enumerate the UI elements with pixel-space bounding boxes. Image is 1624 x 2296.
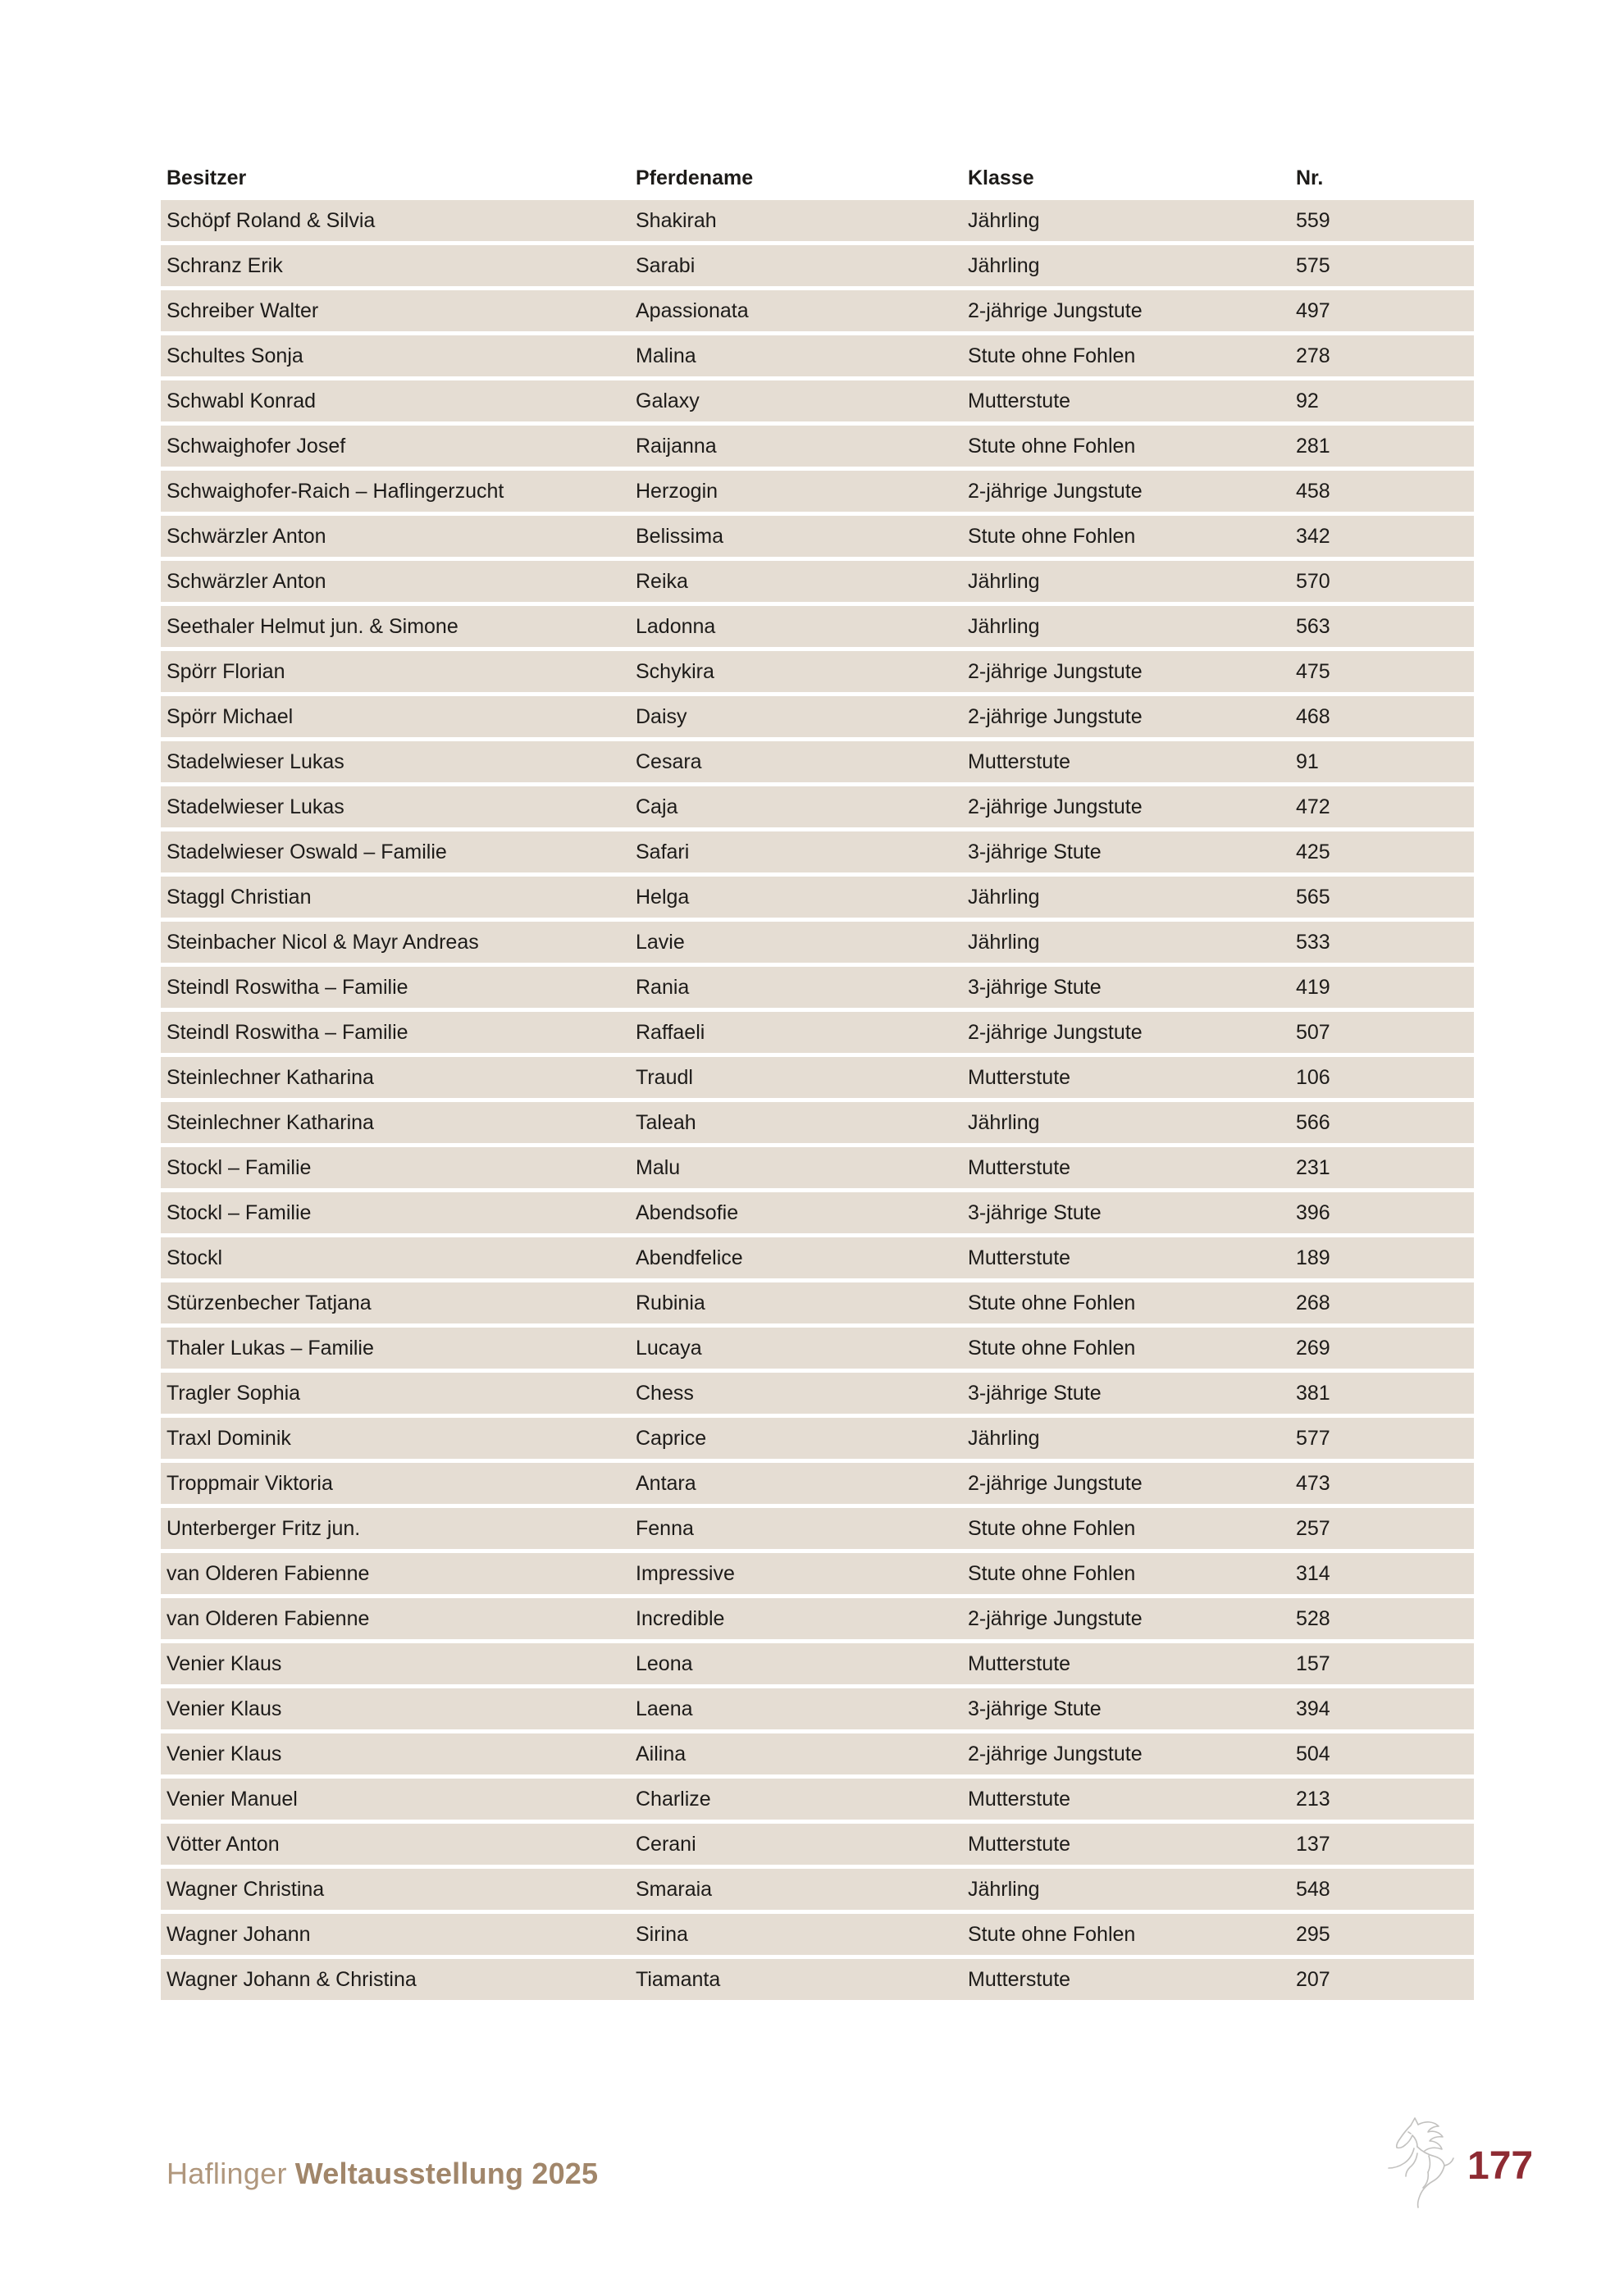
cell-nr: 577 xyxy=(1296,1426,1330,1450)
cell-nr: 468 xyxy=(1296,704,1330,728)
cell-pferdename: Shakirah xyxy=(636,208,717,232)
cell-besitzer: Wagner Christina xyxy=(167,1877,325,1901)
footer-brand-bold: Weltausstellung 2025 xyxy=(294,2157,599,2190)
cell-pferdename: Belissima xyxy=(636,524,723,548)
cell-besitzer: Schultes Sonja xyxy=(167,344,303,367)
cell-besitzer: Stadelwieser Lukas xyxy=(167,795,344,818)
cell-besitzer: Stadelwieser Oswald – Familie xyxy=(167,840,447,863)
cell-klasse: Mutterstute xyxy=(968,1065,1071,1089)
cell-besitzer: Tragler Sophia xyxy=(167,1381,301,1405)
cell-pferdename: Ladonna xyxy=(636,614,716,638)
cell-pferdename: Cesara xyxy=(636,749,702,773)
cell-pferdename: Cerani xyxy=(636,1832,696,1856)
table-row xyxy=(161,1869,1474,1910)
cell-pferdename: Leona xyxy=(636,1651,693,1675)
cell-klasse: 3-jährige Stute xyxy=(968,975,1102,999)
cell-pferdename: Schykira xyxy=(636,659,714,683)
cell-klasse: 2-jährige Jungstute xyxy=(968,298,1143,322)
cell-pferdename: Malina xyxy=(636,344,696,367)
table-row xyxy=(161,471,1474,512)
table-row xyxy=(161,1192,1474,1233)
table-row xyxy=(161,1373,1474,1414)
cell-nr: 563 xyxy=(1296,614,1330,638)
cell-besitzer: Wagner Johann & Christina xyxy=(167,1967,417,1991)
cell-besitzer: Thaler Lukas – Familie xyxy=(167,1336,374,1360)
cell-besitzer: Steindl Roswitha – Familie xyxy=(167,1020,408,1044)
cell-pferdename: Abendfelice xyxy=(636,1246,743,1269)
cell-pferdename: Tiamanta xyxy=(636,1967,721,1991)
cell-besitzer: Schöpf Roland & Silvia xyxy=(167,208,376,232)
table-row xyxy=(161,561,1474,602)
cell-nr: 257 xyxy=(1296,1516,1330,1540)
cell-nr: 207 xyxy=(1296,1967,1330,1991)
table-row xyxy=(161,786,1474,827)
cell-nr: 231 xyxy=(1296,1155,1330,1179)
cell-nr: 268 xyxy=(1296,1291,1330,1314)
cell-nr: 295 xyxy=(1296,1922,1330,1946)
cell-besitzer: Venier Manuel xyxy=(167,1787,298,1811)
cell-pferdename: Smaraia xyxy=(636,1877,713,1901)
header-cell-pferdename: Pferdename xyxy=(636,166,754,189)
cell-besitzer: Troppmair Viktoria xyxy=(167,1471,333,1495)
table-row xyxy=(161,696,1474,737)
cell-pferdename: Laena xyxy=(636,1697,693,1720)
cell-pferdename: Galaxy xyxy=(636,389,700,412)
cell-nr: 213 xyxy=(1296,1787,1330,1811)
cell-klasse: Stute ohne Fohlen xyxy=(968,434,1136,458)
cell-pferdename: Safari xyxy=(636,840,690,863)
cell-klasse: 3-jährige Stute xyxy=(968,1381,1102,1405)
cell-pferdename: Herzogin xyxy=(636,479,718,503)
cell-klasse: Mutterstute xyxy=(968,1787,1071,1811)
cell-klasse: 2-jährige Jungstute xyxy=(968,1742,1143,1765)
cell-klasse: Jährling xyxy=(968,208,1040,232)
cell-klasse: Stute ohne Fohlen xyxy=(968,1516,1136,1540)
table-row xyxy=(161,606,1474,647)
cell-besitzer: Stockl – Familie xyxy=(167,1155,312,1179)
cell-pferdename: Antara xyxy=(636,1471,696,1495)
cell-besitzer: Venier Klaus xyxy=(167,1651,282,1675)
cell-nr: 504 xyxy=(1296,1742,1330,1765)
cell-besitzer: Schwaighofer-Raich – Haflingerzucht xyxy=(167,479,504,503)
cell-nr: 497 xyxy=(1296,298,1330,322)
table-row xyxy=(161,651,1474,692)
cell-klasse: 3-jährige Stute xyxy=(968,1200,1102,1224)
cell-besitzer: Wagner Johann xyxy=(167,1922,311,1946)
cell-besitzer: Spörr Florian xyxy=(167,659,285,683)
cell-besitzer: Steindl Roswitha – Familie xyxy=(167,975,408,999)
cell-klasse: Jährling xyxy=(968,1110,1040,1134)
cell-klasse: Jährling xyxy=(968,930,1040,954)
table-row xyxy=(161,1282,1474,1323)
cell-besitzer: Traxl Dominik xyxy=(167,1426,291,1450)
cell-besitzer: Staggl Christian xyxy=(167,885,312,909)
cell-nr: 137 xyxy=(1296,1832,1330,1856)
cell-pferdename: Lucaya xyxy=(636,1336,702,1360)
cell-nr: 570 xyxy=(1296,569,1330,593)
cell-besitzer: Vötter Anton xyxy=(167,1832,280,1856)
cell-besitzer: Schwaighofer Josef xyxy=(167,434,346,458)
cell-klasse: Mutterstute xyxy=(968,1967,1071,1991)
cell-klasse: Jährling xyxy=(968,253,1040,277)
table-row xyxy=(161,831,1474,872)
cell-pferdename: Fenna xyxy=(636,1516,694,1540)
table-row xyxy=(161,1418,1474,1459)
cell-klasse: Stute ohne Fohlen xyxy=(968,1922,1136,1946)
cell-nr: 342 xyxy=(1296,524,1330,548)
cell-besitzer: Stockl xyxy=(167,1246,223,1269)
cell-klasse: 2-jährige Jungstute xyxy=(968,1471,1143,1495)
cell-besitzer: Schwärzler Anton xyxy=(167,524,326,548)
table-row xyxy=(161,877,1474,918)
cell-pferdename: Rania xyxy=(636,975,690,999)
cell-klasse: Mutterstute xyxy=(968,1246,1071,1269)
cell-nr: 106 xyxy=(1296,1065,1330,1089)
cell-pferdename: Taleah xyxy=(636,1110,696,1134)
cell-besitzer: Seethaler Helmut jun. & Simone xyxy=(167,614,458,638)
cell-pferdename: Sirina xyxy=(636,1922,688,1946)
cell-pferdename: Helga xyxy=(636,885,690,909)
cell-klasse: Stute ohne Fohlen xyxy=(968,1291,1136,1314)
table-row xyxy=(161,1914,1474,1955)
table-row xyxy=(161,741,1474,782)
cell-nr: 575 xyxy=(1296,253,1330,277)
cell-nr: 533 xyxy=(1296,930,1330,954)
cell-nr: 396 xyxy=(1296,1200,1330,1224)
cell-besitzer: Steinbacher Nicol & Mayr Andreas xyxy=(167,930,479,954)
table-row xyxy=(161,1553,1474,1594)
page-number: 177 xyxy=(1467,2144,1534,2188)
cell-besitzer: van Olderen Fabienne xyxy=(167,1606,370,1630)
cell-nr: 189 xyxy=(1296,1246,1330,1269)
cell-klasse: Jährling xyxy=(968,614,1040,638)
cell-klasse: Jährling xyxy=(968,885,1040,909)
cell-nr: 458 xyxy=(1296,479,1330,503)
cell-pferdename: Apassionata xyxy=(636,298,749,322)
cell-nr: 425 xyxy=(1296,840,1330,863)
cell-nr: 559 xyxy=(1296,208,1330,232)
cell-klasse: Stute ohne Fohlen xyxy=(968,524,1136,548)
cell-nr: 394 xyxy=(1296,1697,1330,1720)
horse-sketch-icon xyxy=(1386,2116,1465,2209)
cell-nr: 281 xyxy=(1296,434,1330,458)
header-cell-besitzer: Besitzer xyxy=(167,166,247,189)
footer-brand-light: Haflinger xyxy=(167,2157,287,2190)
cell-nr: 91 xyxy=(1296,749,1319,773)
cell-klasse: 2-jährige Jungstute xyxy=(968,1020,1143,1044)
cell-nr: 548 xyxy=(1296,1877,1330,1901)
header-cell-nr: Nr. xyxy=(1296,166,1324,189)
table-row xyxy=(161,245,1474,286)
table-row xyxy=(161,426,1474,467)
cell-klasse: 2-jährige Jungstute xyxy=(968,795,1143,818)
cell-pferdename: Ailina xyxy=(636,1742,687,1765)
cell-pferdename: Raffaeli xyxy=(636,1020,705,1044)
cell-klasse: Mutterstute xyxy=(968,389,1071,412)
cell-nr: 472 xyxy=(1296,795,1330,818)
cell-besitzer: Stadelwieser Lukas xyxy=(167,749,344,773)
footer-brand xyxy=(167,2157,598,2191)
cell-pferdename: Reika xyxy=(636,569,688,593)
cell-klasse: Jährling xyxy=(968,1877,1040,1901)
table-row xyxy=(161,1237,1474,1278)
cell-besitzer: Steinlechner Katharina xyxy=(167,1065,374,1089)
cell-pferdename: Sarabi xyxy=(636,253,696,277)
cell-besitzer: Schreiber Walter xyxy=(167,298,319,322)
cell-nr: 92 xyxy=(1296,389,1319,412)
table-row xyxy=(161,290,1474,331)
cell-besitzer: Schwärzler Anton xyxy=(167,569,326,593)
cell-nr: 475 xyxy=(1296,659,1330,683)
cell-klasse: Jährling xyxy=(968,1426,1040,1450)
cell-besitzer: Stockl – Familie xyxy=(167,1200,312,1224)
table-row xyxy=(161,1688,1474,1729)
table-row xyxy=(161,1779,1474,1820)
cell-pferdename: Traudl xyxy=(636,1065,693,1089)
cell-klasse: 2-jährige Jungstute xyxy=(968,659,1143,683)
cell-pferdename: Caja xyxy=(636,795,678,818)
table-row xyxy=(161,380,1474,421)
table-row xyxy=(161,922,1474,963)
cell-klasse: 3-jährige Stute xyxy=(968,840,1102,863)
cell-besitzer: Stürzenbecher Tatjana xyxy=(167,1291,372,1314)
cell-klasse: 2-jährige Jungstute xyxy=(968,479,1143,503)
table-row xyxy=(161,1733,1474,1774)
table-row xyxy=(161,1959,1474,2000)
cell-pferdename: Rubinia xyxy=(636,1291,705,1314)
cell-pferdename: Charlize xyxy=(636,1787,711,1811)
cell-klasse: Mutterstute xyxy=(968,1155,1071,1179)
cell-nr: 381 xyxy=(1296,1381,1330,1405)
cell-klasse: 2-jährige Jungstute xyxy=(968,1606,1143,1630)
cell-nr: 507 xyxy=(1296,1020,1330,1044)
cell-klasse: Stute ohne Fohlen xyxy=(968,1336,1136,1360)
cell-besitzer: Unterberger Fritz jun. xyxy=(167,1516,361,1540)
table-row xyxy=(161,1147,1474,1188)
results-table-body xyxy=(161,200,1474,2004)
cell-nr: 419 xyxy=(1296,975,1330,999)
cell-klasse: Mutterstute xyxy=(968,749,1071,773)
cell-klasse: Stute ohne Fohlen xyxy=(968,1561,1136,1585)
cell-klasse: Jährling xyxy=(968,569,1040,593)
cell-pferdename: Daisy xyxy=(636,704,687,728)
cell-pferdename: Abendsofie xyxy=(636,1200,739,1224)
cell-besitzer: Steinlechner Katharina xyxy=(167,1110,374,1134)
cell-pferdename: Incredible xyxy=(636,1606,725,1630)
cell-nr: 157 xyxy=(1296,1651,1330,1675)
cell-besitzer: Spörr Michael xyxy=(167,704,294,728)
cell-nr: 565 xyxy=(1296,885,1330,909)
cell-besitzer: Schwabl Konrad xyxy=(167,389,317,412)
cell-besitzer: Schranz Erik xyxy=(167,253,283,277)
cell-klasse: 2-jährige Jungstute xyxy=(968,704,1143,728)
cell-besitzer: Venier Klaus xyxy=(167,1742,282,1765)
cell-besitzer: van Olderen Fabienne xyxy=(167,1561,370,1585)
table-row xyxy=(161,1643,1474,1684)
cell-pferdename: Caprice xyxy=(636,1426,707,1450)
table-row xyxy=(161,1508,1474,1549)
cell-klasse: Mutterstute xyxy=(968,1651,1071,1675)
cell-nr: 269 xyxy=(1296,1336,1330,1360)
cell-nr: 314 xyxy=(1296,1561,1330,1585)
table-row xyxy=(161,1463,1474,1504)
table-row xyxy=(161,335,1474,376)
cell-nr: 278 xyxy=(1296,344,1330,367)
cell-klasse: 3-jährige Stute xyxy=(968,1697,1102,1720)
cell-nr: 473 xyxy=(1296,1471,1330,1495)
cell-pferdename: Malu xyxy=(636,1155,681,1179)
table-row xyxy=(161,1824,1474,1865)
table-row xyxy=(161,516,1474,557)
table-row xyxy=(161,1057,1474,1098)
table-row xyxy=(161,967,1474,1008)
table-row xyxy=(161,1012,1474,1053)
table-row xyxy=(161,1102,1474,1143)
cell-besitzer: Venier Klaus xyxy=(167,1697,282,1720)
cell-nr: 566 xyxy=(1296,1110,1330,1134)
cell-pferdename: Raijanna xyxy=(636,434,717,458)
table-row xyxy=(161,200,1474,241)
cell-pferdename: Lavie xyxy=(636,930,685,954)
cell-klasse: Mutterstute xyxy=(968,1832,1071,1856)
cell-nr: 528 xyxy=(1296,1606,1330,1630)
table-row xyxy=(161,1328,1474,1369)
header-cell-klasse: Klasse xyxy=(968,166,1034,189)
cell-klasse: Stute ohne Fohlen xyxy=(968,344,1136,367)
table-row xyxy=(161,1598,1474,1639)
table-header xyxy=(161,157,1474,198)
cell-pferdename: Chess xyxy=(636,1381,694,1405)
cell-pferdename: Impressive xyxy=(636,1561,735,1585)
